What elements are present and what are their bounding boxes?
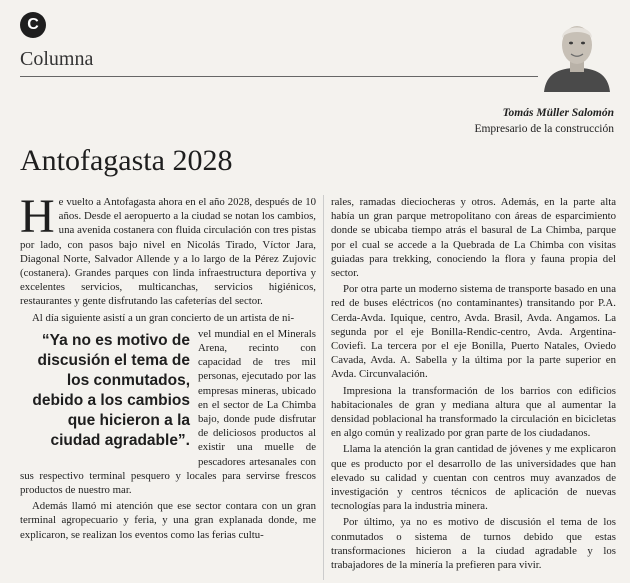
column-badge: C [20,12,46,38]
author-name: Tomás Müller Salomón [502,107,614,119]
paragraph-2a: Al día siguiente asistí a un gran concierto de un artista de ni- [32,311,295,324]
paragraph-6: Impresiona la transformación de los barrios con edificios habitacionales de gran y mediana altura que al aumentar la densidad poblacional ha transformado la circulación en bicicletas en algo común y realizado por gran parte de los ciudadanos. [331,384,616,440]
article-column-1 [20,190,316,544]
header-rule [20,76,610,77]
paragraph-4: rales, ramadas dieciocheras y otros. Además, en la parte alta había un gran parque metropolitano con áreas de esparcimiento donde se ubicaba tiempo atrás el basural de La Chimba, parque por el cual se accede a la Quebrada de La Chimba con visitas guiadas para trekking, conociendo la flora y fauna propia del sector. [331,196,616,280]
column-divider [323,195,324,580]
paragraph-1 [20,190,316,309]
paragraph-7: Llama la atención la gran cantidad de jóvenes y me explicaron que es producto por el desarrollo de las universidades que han elevado su calidad y cuentan con centros muy avanzados de investigación y centros técnicos de aplicación de nuevas tecnologías para la industria minera. [331,443,616,513]
author-photo [538,12,616,92]
section-label: Columna [20,48,94,70]
author-role: Empresario de la construcción [474,123,614,135]
drop-cap: H [20,190,55,243]
article-column-2 [331,195,616,574]
paragraph-2b [20,327,316,497]
paragraph-8: Por último, ya no es motivo de discusión el tema de los conmutados o sistema de turnos debido que estas transformaciones hicieron a la ciudad agradable y los trabajadores de la minería la prefieren para vivir. [331,516,616,572]
paragraph-2b-text: vel mundial en el Minerals Arena, recinto con capacidad de tres mil personas, ejecutado por las empresas mineras, ubicado en el sector de La Chimba bajo, donde pude disfrutar de deliciosos productos al existir una muelle de pescadores artesanales con sus respectivo terminal pesquero y locales para servirse frescos productos de nuestro mar. [20,327,316,497]
paragraph-3: Además llamó mi atención que ese sector contara con un gran terminal agropecuario y feria, y una gran explanada donde, me explicaron, se realizan los eventos como las ferias cultu- [20,500,316,541]
paragraph-1-text: e vuelto a Antofagasta ahora en el año 2028, después de 10 años. Desde el aeropuerto a la ciudad se notan los cambios, una avenida costanera con fluida circulación con tres pistas por lado, con pasos bajo nivel en Nicolás Tirado, Víctor Jara, Diagonal Norte, Salvador Allende y a lo largo de la Pérez Zujovic (costanera). Grandes parques con linda infraestructura deportiva y excelentes servicios, multicanchas, servicios higiénicos, restaurantes y gente disfrutando las cafeterías del sector. [20,196,316,308]
article-title: Antofagasta 2028 [20,144,233,177]
pull-quote: “Ya no es motivo de discusión el tema de los conmutados, debido a los cambios que hicieron a la ciudad agradable”. [32,331,190,449]
paragraph-5: Por otra parte un moderno sistema de transporte basado en una red de buses eléctricos (no contaminantes) transitando por P.A. Cerda-Avda. Iquique, centro, Avda. Brasil, Avda. Angamos. La segunda por el eje Bonilla-Rendic-centro, Avda. Argentina-Coviefi. La tercera por el eje Bonilla, Puerto Natales, Oviedo Cavada, Avda. A. Sabella y la última por la parte superior en Avda. Circunvalación. [331,283,616,381]
